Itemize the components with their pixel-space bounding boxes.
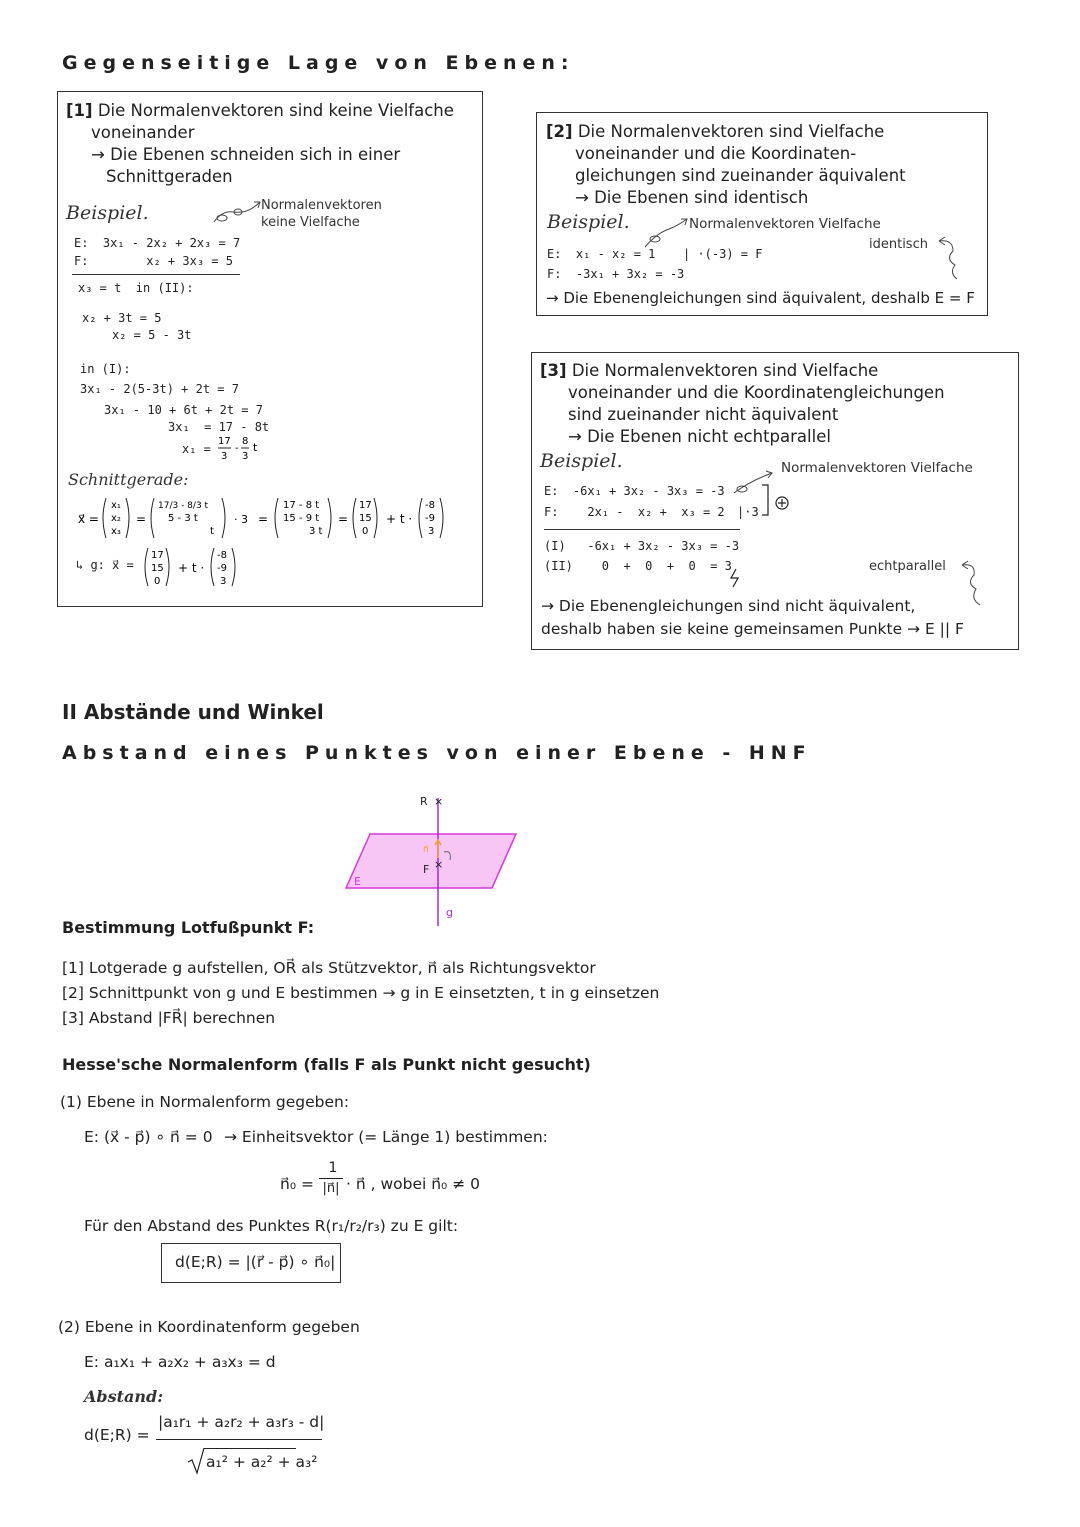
hnf-formula: d(E;R) = |(r⃗ - p⃗) ∘ n⃗₀|: [175, 1253, 336, 1271]
d-label: d(E;R) =: [84, 1426, 150, 1444]
distance-text: Für den Abstand des Punktes R(r₁/r₂/r₃) zu E gilt:: [84, 1217, 459, 1235]
text: x₁ =: [182, 442, 211, 456]
box-case-3: [531, 352, 1019, 650]
text: voneinander und die Koordinatengleichungen: [568, 383, 945, 402]
fraction-x1: [216, 432, 266, 466]
coordinate-form-eq: E: a₁x₁ + a₂x₂ + a₃x₃ = d: [84, 1353, 276, 1371]
svg-text:x₁: x₁: [111, 500, 121, 511]
note-echtparallel: echtparallel: [869, 559, 946, 574]
text: x₂ = 5 - 3t: [112, 328, 192, 342]
fraction-den: |n⃗|: [322, 1181, 340, 1196]
equation-F: F: -3x₁ + 3x₂ = -3: [547, 267, 685, 281]
sqrt-icon: [186, 1446, 206, 1476]
text: x₂ + 3t = 5: [82, 311, 162, 325]
case-1-label: (1) Ebene in Normalenform gegeben:: [60, 1093, 350, 1111]
svg-text:-8: -8: [425, 500, 435, 511]
section-title: II Abstände und Winkel: [62, 700, 324, 724]
text: x₃ = t in (II):: [78, 281, 194, 295]
svg-text:17: 17: [218, 436, 231, 447]
case-number: [3]: [540, 361, 567, 380]
vector-computation: [72, 492, 472, 546]
text: → Die Ebenen sind identisch: [575, 188, 809, 207]
text: voneinander und die Koordinaten-: [575, 144, 857, 163]
note: |·3: [737, 505, 759, 519]
equation-E: E: 3x₁ - 2x₂ + 2x₃ = 7: [74, 236, 241, 250]
heading-abstand: Abstand eines Punktes von einer Ebene - HNF: [62, 742, 812, 764]
svg-text:3: 3: [428, 526, 435, 537]
leaf-arrow-icon: [958, 559, 988, 609]
normal-form-eq: E: (x⃗ - p⃗) ∘ n⃗ = 0: [84, 1128, 213, 1146]
svg-text:15 - 9 t: 15 - 9 t: [283, 513, 320, 524]
step: [2] Schnittpunkt von g und E bestimmen → g in E einsetzten, t in g einsetzen: [62, 984, 660, 1002]
svg-text:x₂: x₂: [111, 513, 121, 524]
beispiel-label: Beispiel.: [66, 202, 149, 224]
heading-gegenseitige-lage: Gegenseitige Lage von Ebenen:: [62, 52, 575, 74]
label-n: n⃗: [423, 845, 429, 855]
formula-bar: [156, 1439, 322, 1440]
plane-E: [346, 834, 516, 888]
divider: [72, 274, 240, 275]
svg-text:-: -: [235, 443, 239, 454]
contradiction-icon: [728, 567, 742, 589]
svg-text:17/3 - 8/3 t: 17/3 - 8/3 t: [158, 501, 209, 511]
text: in (I):: [80, 362, 131, 376]
formula-denominator: a₁² + a₂² + a₃²: [206, 1453, 318, 1471]
svg-text:5 - 3 t: 5 - 3 t: [168, 513, 198, 524]
svg-text:-8: -8: [217, 550, 227, 561]
svg-text:17 - 8 t: 17 - 8 t: [283, 500, 320, 511]
plane-diagram: [340, 790, 530, 930]
equation-F: F: 2x₁ - x₂ + x₃ = 2: [544, 505, 725, 519]
beispiel-label: Beispiel.: [547, 211, 630, 233]
n0-rest: · n⃗ , wobei n⃗₀ ≠ 0: [346, 1175, 480, 1193]
step: [3] Abstand |FR⃗| berechnen: [62, 1009, 276, 1027]
text: → Die Ebenen nicht echtparallel: [568, 427, 831, 446]
text: Schnittgeraden: [106, 167, 233, 186]
equation-E: E: -6x₁ + 3x₂ - 3x₃ = -3: [544, 484, 725, 498]
svg-text:+ t ·: + t ·: [178, 561, 205, 575]
svg-text:t: t: [210, 526, 214, 537]
text: 3x₁ - 2(5-3t) + 2t = 7: [80, 382, 239, 396]
svg-text:=: =: [136, 512, 147, 526]
beispiel-label: Beispiel.: [540, 450, 623, 472]
box-case-2: [536, 112, 988, 316]
leaf-arrow-icon: [935, 235, 965, 281]
schnittgerade-label: Schnittgerade:: [68, 470, 189, 489]
equation-F: F: x₂ + 3x₃ = 5: [74, 254, 233, 268]
svg-text:-9: -9: [217, 563, 227, 574]
svg-text:3: 3: [220, 576, 227, 587]
text: Die Normalenvektoren sind Vielfache: [577, 122, 885, 141]
text: Die Normalenvektoren sind Vielfache: [571, 361, 879, 380]
box-case-1: [57, 91, 483, 607]
svg-text:+ t ·: + t ·: [386, 512, 413, 526]
step: [1] Lotgerade g aufstellen, OR⃗ als Stützvektor, n⃗ als Richtungsvektor: [62, 959, 596, 977]
text: → Die Ebenen schneiden sich in einer: [91, 145, 401, 164]
line-g-vectors: [142, 544, 242, 592]
label-g: g: [446, 906, 453, 919]
row-I: (I) -6x₁ + 3x₂ - 3x₃ = -3: [544, 539, 740, 553]
fraction-bar: [319, 1178, 343, 1179]
label-R: R: [420, 795, 428, 808]
label-E: E: [354, 875, 361, 888]
conclusion: → Die Ebenengleichungen sind nicht äquivalent,: [541, 597, 916, 615]
label-F: F: [423, 863, 430, 876]
line-g-label: ↳ g: x⃗ =: [76, 558, 134, 572]
svg-text:t: t: [253, 441, 258, 454]
formula-numerator: |a₁r₁ + a₂r₂ + a₃r₃ - d|: [158, 1413, 325, 1431]
svg-text:0: 0: [154, 576, 161, 587]
svg-text:15: 15: [151, 563, 164, 574]
note-identisch: identisch: [869, 237, 928, 252]
row-II: (II) 0 + 0 + 0 = 3: [544, 559, 732, 573]
equation-E: E: x₁ - x₂ = 1: [547, 247, 656, 261]
svg-text:x⃗ =: x⃗ =: [78, 512, 99, 526]
conclusion: deshalb haben sie keine gemeinsamen Punkte → E || F: [541, 620, 964, 638]
text: sind zueinander nicht äquivalent: [568, 405, 839, 424]
point-F-marker: ×: [434, 858, 444, 871]
text: gleichungen sind zueinander äquivalent: [575, 166, 906, 185]
text: 3x₁ - 10 + 6t + 2t = 7: [104, 403, 263, 417]
sqrt-bar: [204, 1448, 296, 1449]
svg-text:=: =: [258, 512, 269, 526]
svg-text:3 t: 3 t: [309, 526, 323, 537]
n0-label: n⃗₀ =: [280, 1175, 314, 1193]
svg-text:x₃: x₃: [111, 526, 121, 537]
conclusion: → Die Ebenengleichungen sind äquivalent, deshalb E = F: [546, 289, 975, 307]
svg-text:0: 0: [362, 526, 369, 537]
abstand-label: Abstand:: [84, 1387, 164, 1406]
lotfuss-title: Bestimmung Lotfußpunkt F:: [62, 918, 315, 937]
fraction-num: 1: [328, 1160, 338, 1176]
formula-box: [161, 1243, 341, 1283]
note: Normalenvektoren Vielfache: [781, 460, 973, 476]
text: 3x₁ = 17 - 8t: [168, 420, 270, 434]
svg-text:3: 3: [221, 451, 228, 462]
svg-text:17: 17: [151, 550, 164, 561]
note: Normalenvektoren Vielfache: [689, 216, 881, 232]
case-number: [2]: [546, 122, 573, 141]
divider: [544, 529, 740, 530]
svg-text:17: 17: [359, 500, 372, 511]
case-2-label: (2) Ebene in Koordinatenform gegeben: [58, 1318, 360, 1336]
text: voneinander: [91, 123, 195, 142]
svg-text:=: =: [338, 512, 349, 526]
hesse-title: Hesse'sche Normalenform (falls F als Punkt nicht gesucht): [62, 1055, 591, 1074]
leaf-arrow-icon: [208, 198, 264, 228]
svg-text:· 3: · 3: [234, 513, 248, 526]
svg-text:8: 8: [242, 436, 249, 447]
svg-text:15: 15: [359, 513, 372, 524]
note: | ·(-3) = F: [683, 247, 763, 261]
text: Die Normalenvektoren sind keine Vielfache: [97, 101, 454, 120]
unit-vector-note: → Einheitsvektor (= Länge 1) bestimmen:: [224, 1128, 548, 1146]
svg-text:3: 3: [242, 451, 249, 462]
svg-text:-9: -9: [425, 513, 435, 524]
leaf-arrow-icon: [641, 215, 691, 251]
point-R-marker: ×: [434, 795, 444, 808]
note: keine Vielfache: [261, 215, 360, 230]
bracket-plus-icon: [760, 481, 800, 521]
case-number: [1]: [66, 101, 93, 120]
note: Normalenvektoren: [261, 198, 382, 213]
